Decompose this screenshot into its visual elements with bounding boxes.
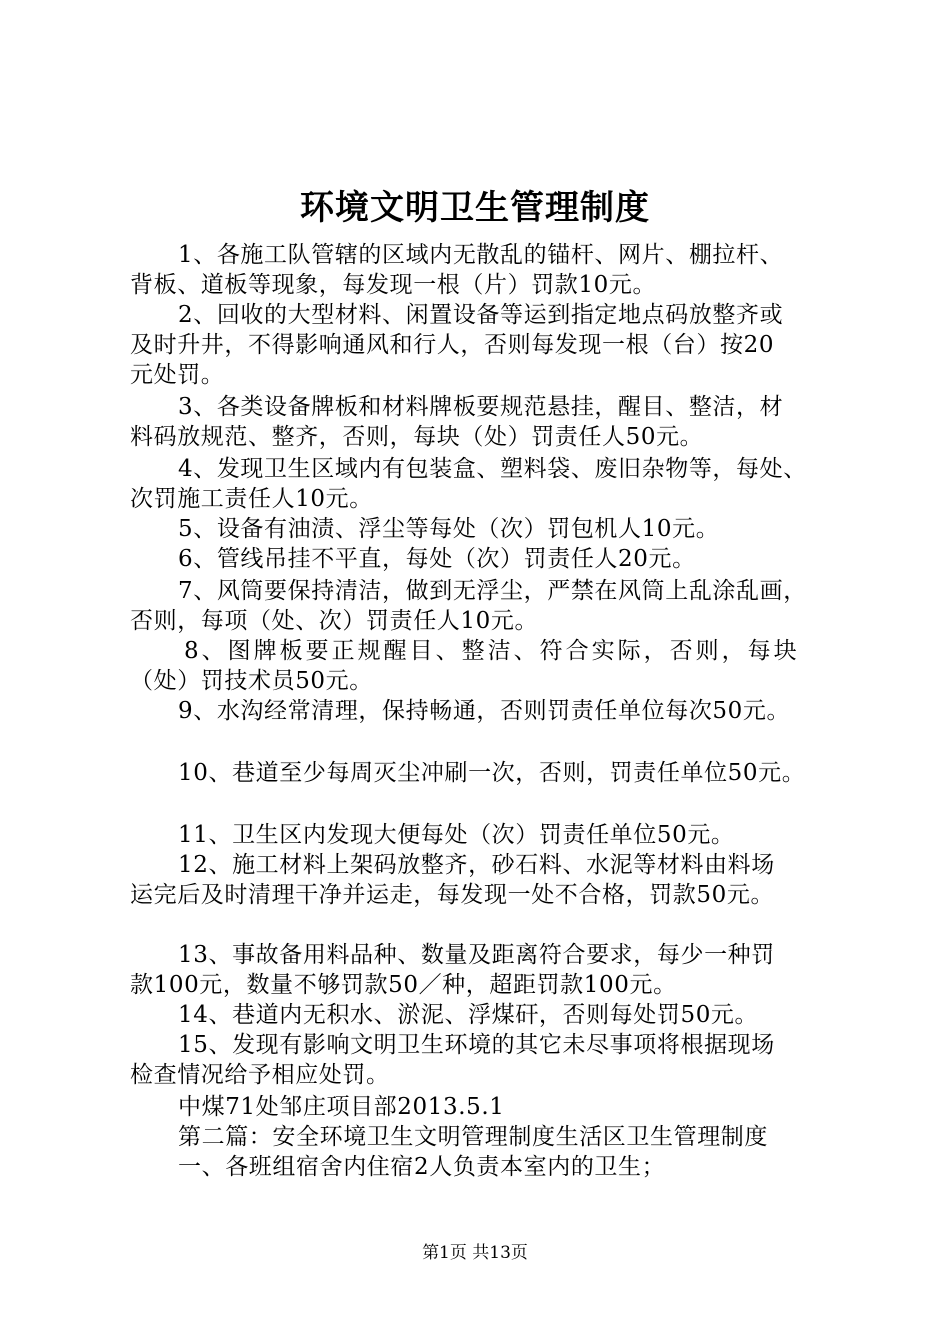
text-line: 及时升井，不得影响通风和行人，否则每发现一根（台）按20 xyxy=(130,332,775,358)
text-line: 11、卫生区内发现大便每处（次）罚责任单位50元。 xyxy=(178,822,735,848)
text-line: 5、设备有油渍、浮尘等每处（次）罚包机人10元。 xyxy=(178,516,720,542)
text-line: 8、图牌板要正规醒目、整洁、符合实际，否则，每块 xyxy=(184,638,800,664)
text-line: 12、施工材料上架码放整齐，砂石料、水泥等材料由料场 xyxy=(178,852,775,878)
document-title: 环境文明卫生管理制度 xyxy=(300,188,650,228)
text-line: 检查情况给予相应处罚。 xyxy=(130,1062,390,1088)
text-line: 15、发现有影响文明卫生环境的其它未尽事项将根据现场 xyxy=(178,1032,775,1058)
text-line: 7、风筒要保持清洁，做到无浮尘，严禁在风筒上乱涂乱画， xyxy=(178,578,807,604)
text-line: 2、回收的大型材料、闲置设备等运到指定地点码放整齐或 xyxy=(178,302,784,328)
text-line: 10、巷道至少每周灭尘冲刷一次，否则，罚责任单位50元。 xyxy=(178,760,806,786)
text-line: 否则，每项（处、次）罚责任人10元。 xyxy=(130,608,539,634)
text-line: 4、发现卫生区域内有包装盒、塑料袋、废旧杂物等，每处、 xyxy=(178,456,807,482)
page-number-footer: 第1页 共13页 xyxy=(422,1243,528,1263)
text-line: 料码放规范、整齐，否则，每块（处）罚责任人50元。 xyxy=(130,424,704,450)
text-line: 第二篇：安全环境卫生文明管理制度生活区卫生管理制度 xyxy=(178,1124,768,1150)
text-line: 6、管线吊挂不平直，每处（次）罚责任人20元。 xyxy=(178,546,696,572)
text-line: 14、巷道内无积水、淤泥、浮煤矸，否则每处罚50元。 xyxy=(178,1002,759,1028)
text-line: 款100元，数量不够罚款50／种，超距罚款100元。 xyxy=(130,972,677,998)
text-line: （处）罚技术员50元。 xyxy=(130,668,373,694)
text-line: 次罚施工责任人10元。 xyxy=(130,486,373,512)
text-line: 13、事故备用料品种、数量及距离符合要求，每少一种罚 xyxy=(178,942,775,968)
text-line: 中煤71处邹庄项目部2013.5.1 xyxy=(178,1094,505,1120)
text-line: 3、各类设备牌板和材料牌板要规范悬挂，醒目、整洁，材 xyxy=(178,394,784,420)
text-line: 一、各班组宿舍内住宿2人负责本室内的卫生； xyxy=(178,1154,666,1180)
text-line: 元处罚。 xyxy=(130,362,225,388)
text-line: 1、各施工队管辖的区域内无散乱的锚杆、网片、棚拉杆、 xyxy=(178,242,784,268)
text-line: 9、水沟经常清理，保持畅通，否则罚责任单位每次50元。 xyxy=(178,698,791,724)
text-line: 背板、道板等现象，每发现一根（片）罚款10元。 xyxy=(130,272,657,298)
text-line: 运完后及时清理干净并运走，每发现一处不合格，罚款50元。 xyxy=(130,882,775,908)
